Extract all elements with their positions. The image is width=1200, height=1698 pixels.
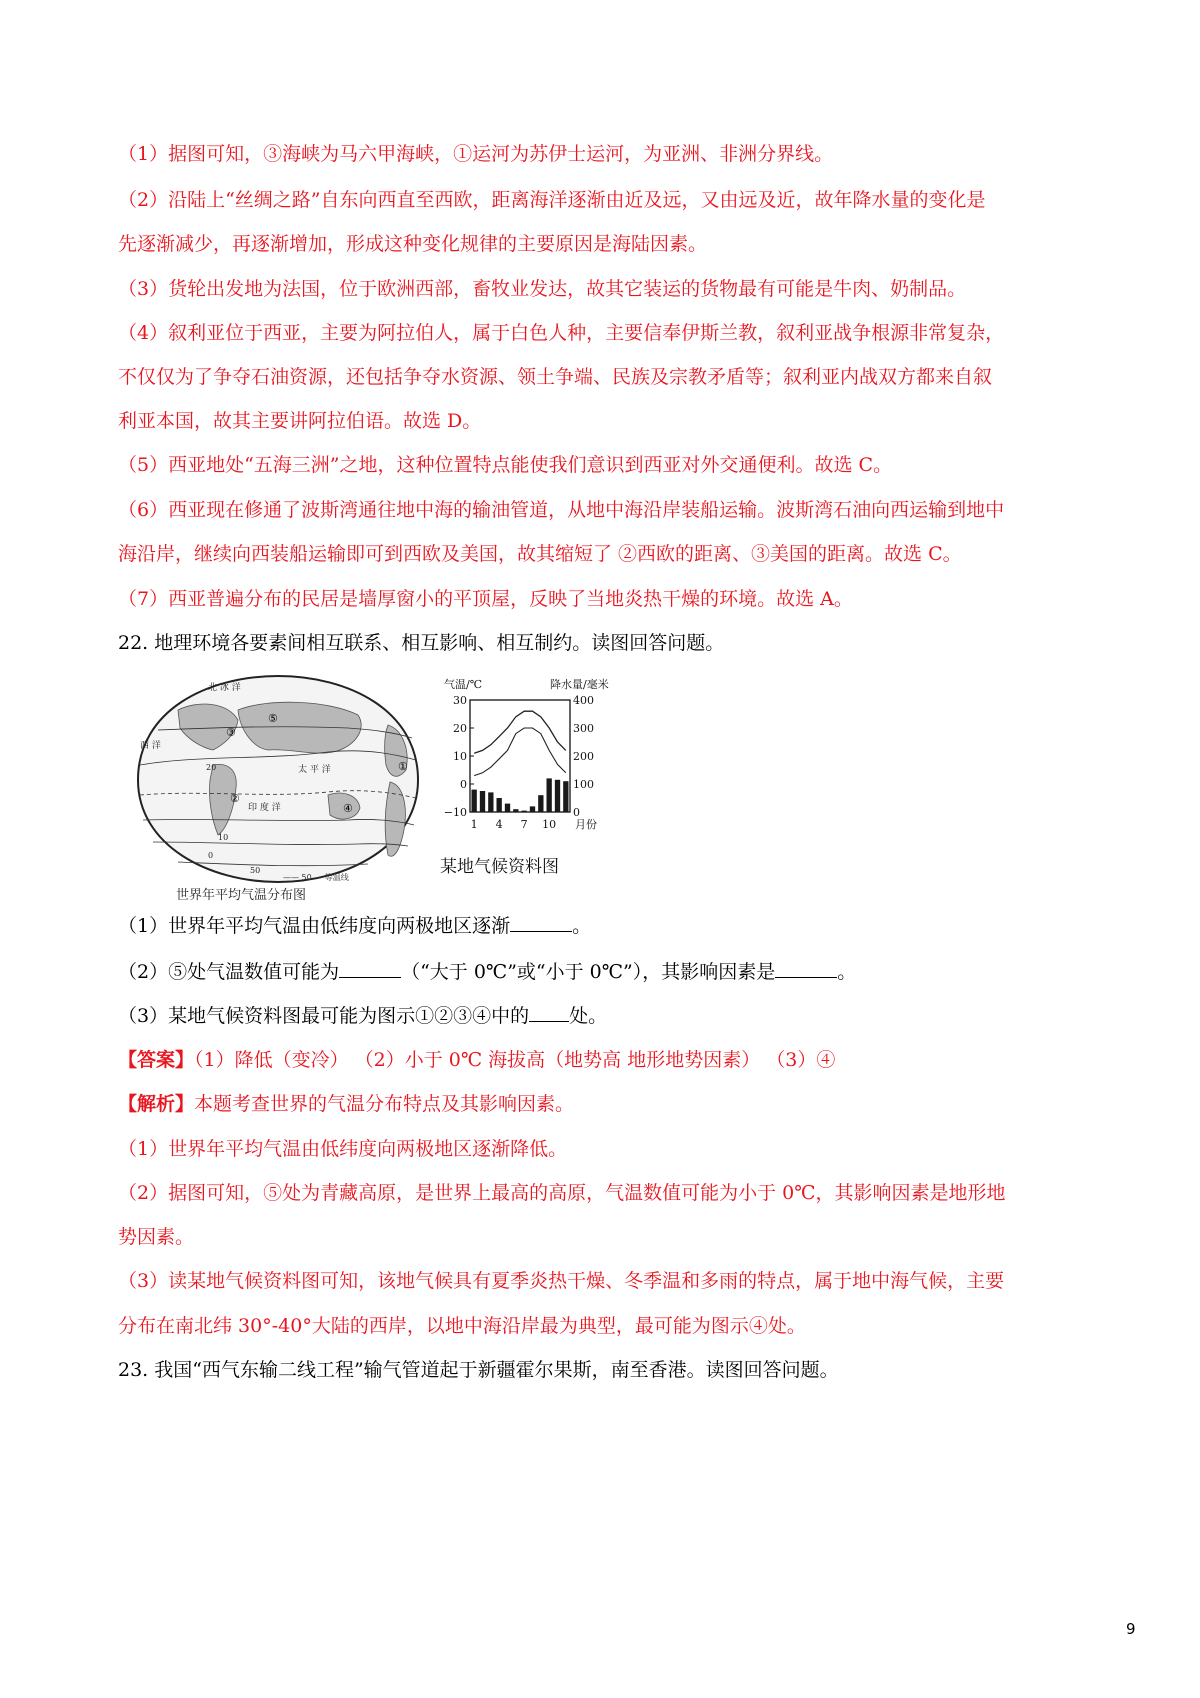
map-marker-4: ④ xyxy=(343,802,353,815)
q22-sub1-end: 。 xyxy=(572,915,592,937)
isotherm-label-10: 10 xyxy=(218,833,229,842)
analysis-line: （2）据图可知，⑤处为青藏高原，是世界上最高的高原，气温数值可能为小于 0℃，其影响因素是地形地 xyxy=(118,1182,1006,1204)
climate-chart-svg xyxy=(440,676,640,836)
precipitation-bar xyxy=(522,811,527,812)
answer-text: （1）降低（变冷） （2）小于 0℃ 海拔高（地势高 地形地势因素） （3）④ xyxy=(194,1049,836,1071)
y-tick-label-right: 300 xyxy=(573,722,594,735)
explanation-line: （4）叙利亚位于西亚，主要为阿拉伯人，属于白色人种，主要信奉伊斯兰教，叙利亚战争根源非常复杂， xyxy=(118,322,1005,344)
x-tick-label: 4 xyxy=(495,818,503,831)
right-axis-label: 降水量/毫米 xyxy=(550,678,609,691)
answer-blank-3[interactable] xyxy=(775,959,837,978)
explanation-line: （7）西亚普遍分布的民居是墙厚窗小的平顶屋，反映了当地炎热干燥的环境。故选 A。 xyxy=(118,588,853,610)
analysis-text: 本题考查世界的气温分布特点及其影响因素。 xyxy=(194,1093,575,1115)
precipitation-bar xyxy=(563,781,568,812)
left-axis-label: 气温/℃ xyxy=(444,678,483,691)
y-tick-label-right: 100 xyxy=(573,778,594,791)
explanation-line: （5）西亚地处“五海三洲”之地，这种位置特点能使我们意识到西亚对外交通便利。故选 C。 xyxy=(118,454,893,476)
precipitation-bar xyxy=(472,790,477,812)
precipitation-bar xyxy=(555,780,560,812)
climate-chart xyxy=(440,676,640,886)
map-caption: 世界年平均气温分布图 xyxy=(176,888,307,903)
map-label-arctic: 北 冰 洋 xyxy=(208,683,241,693)
explanation-line: （2）沿陆上“丝绸之路”自东向西直至西欧，距离海洋逐渐由近及远，又由远及近，故年降水量的变化是 xyxy=(118,189,986,211)
map-label-pacific: 太 平 洋 xyxy=(298,765,331,775)
q22-sub1 xyxy=(118,913,591,939)
answer-blank-4[interactable] xyxy=(529,1003,569,1022)
y-tick-label-right: 200 xyxy=(573,750,594,763)
precipitation-bar xyxy=(488,792,493,812)
x-tick-label: 10 xyxy=(542,818,557,831)
analysis-line: 势因素。 xyxy=(118,1226,195,1248)
q22-sub2-end: 。 xyxy=(837,961,857,983)
q22-sub2-text: （2）⑤处气温数值可能为 xyxy=(118,961,340,983)
q22-sub2 xyxy=(118,959,856,985)
x-tick-label: 7 xyxy=(520,818,528,831)
climate-chart-caption: 某地气候资料图 xyxy=(440,857,559,877)
y-tick-label-left: −10 xyxy=(443,806,467,819)
world-map-svg xyxy=(118,670,438,902)
analysis-line: （3）读某地气候资料图可知，该地气候具有夏季炎热干燥、冬季温和多雨的特点，属于地中海气候，主要 xyxy=(118,1270,1005,1292)
answer-blank-2[interactable] xyxy=(339,959,401,978)
q22-sub1-text: （1）世界年平均气温由低纬度向两极地区逐渐 xyxy=(118,915,511,937)
q22-answer xyxy=(118,1047,835,1073)
precipitation-bar xyxy=(497,798,502,812)
q22-sub3-text: （3）某地气候资料图最可能为图示①②③④中的 xyxy=(118,1005,530,1027)
explanation-line: 海沿岸，继续向西装船运输即可到西欧及美国，故其缩短了 ②西欧的距离、③美国的距离。故选 C。 xyxy=(118,543,962,565)
y-tick-label-left: 10 xyxy=(453,750,467,763)
analysis-line: 分布在南北纬 30°-40°大陆的西岸，以地中海沿岸最为典型，最可能为图示④处。 xyxy=(118,1315,806,1337)
q22-sub2-mid: （“大于 0℃”或“小于 0℃”），其影响因素是 xyxy=(401,961,776,983)
isotherm-label-20: 20 xyxy=(206,763,217,772)
explanation-line: （3）货轮出发地为法国，位于欧洲西部，畜牧业发达，故其它装运的货物最有可能是牛肉、奶制品。 xyxy=(118,278,967,300)
q22-sub3-end: 处。 xyxy=(569,1005,608,1027)
explanation-line: 利亚本国，故其主要讲阿拉伯语。故选 D。 xyxy=(118,410,482,432)
map-marker-3: ③ xyxy=(226,726,236,739)
map-marker-2: ② xyxy=(230,792,240,805)
map-marker-1: ① xyxy=(398,760,408,773)
map-marker-5: ⑤ xyxy=(268,712,278,725)
y-tick-label-right: 400 xyxy=(573,694,594,707)
precipitation-bar xyxy=(480,791,485,812)
temperature-band-line xyxy=(474,728,566,776)
precipitation-bar xyxy=(505,804,510,812)
analysis-line: （1）世界年平均气温由低纬度向两极地区逐渐降低。 xyxy=(118,1138,568,1160)
precipitation-bar xyxy=(530,806,535,812)
y-tick-label-left: 30 xyxy=(453,694,467,707)
y-tick-label-left: 20 xyxy=(453,722,467,735)
isotherm-label-0: 0 xyxy=(208,851,214,860)
answer-tag: 【答案】 xyxy=(118,1049,195,1071)
answer-blank-1[interactable] xyxy=(510,913,572,932)
map-label-atlantic: 西 洋 xyxy=(140,741,161,751)
y-tick-label-right: 0 xyxy=(573,806,580,819)
precipitation-bar xyxy=(538,795,543,812)
isotherm-label-50: 50 xyxy=(250,866,261,875)
precipitation-bar xyxy=(547,778,552,812)
question-22-stem: 22. 地理环境各要素间相互联系、相互影响、相互制约。读图回答问题。 xyxy=(118,632,725,654)
world-temperature-map xyxy=(118,670,438,902)
map-label-indian: 印 度 洋 xyxy=(248,803,281,813)
analysis-tag: 【解析】 xyxy=(118,1093,195,1115)
explanation-line: 先逐渐减少，再逐渐增加，形成这种变化规律的主要原因是海陆因素。 xyxy=(118,233,708,255)
explanation-line: 不仅仅为了争夺石油资源，还包括争夺水资源、领土争端、民族及宗教矛盾等；叙利亚内战双方都来自叙 xyxy=(118,366,993,388)
explanation-line: （6）西亚现在修通了波斯湾通往地中海的输油管道，从地中海沿岸装船运输。波斯湾石油向西运输到地中 xyxy=(118,499,1005,521)
y-tick-label-left: 0 xyxy=(460,778,467,791)
map-legend: —— 50 — 等温线 xyxy=(283,873,349,882)
x-axis-unit: 月份 xyxy=(575,818,597,831)
q22-analysis xyxy=(118,1091,574,1117)
q22-sub3 xyxy=(118,1003,607,1029)
x-tick-label: 1 xyxy=(470,818,478,831)
explanation-line: （1）据图可知，③海峡为马六甲海峡，①运河为苏伊士运河，为亚洲、非洲分界线。 xyxy=(118,143,834,165)
precipitation-bar xyxy=(513,809,518,812)
temperature-line xyxy=(474,711,566,753)
page-number: 9 xyxy=(1126,1620,1136,1638)
question-23-stem: 23. 我国“西气东输二线工程”输气管道起于新疆霍尔果斯，南至香港。读图回答问题。 xyxy=(118,1359,839,1381)
